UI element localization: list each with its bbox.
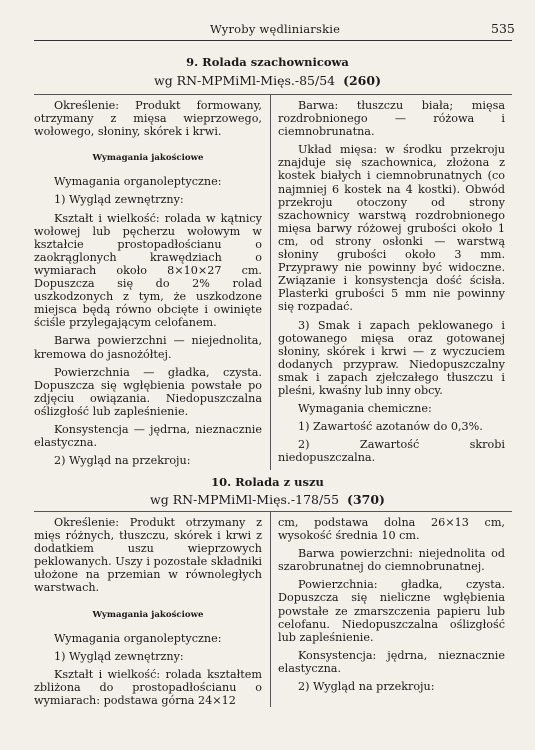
starch-item: 2) Zawartość skrobi niedopuszczalna. [278,438,505,465]
section-9-column-rule [270,94,271,470]
section-10-right-column [278,516,505,698]
running-header: Wyroby wędliniarskie [210,22,341,36]
dimensions-continuation: cm, podstawa dolna 26×13 cm, wysokość średnia 10 cm. [278,516,505,543]
section-9-divider [34,94,512,95]
section-9-left-column [34,99,262,472]
section-10-norm [0,492,535,507]
organoleptic-heading: Wymagania organoleptyczne: [54,175,222,189]
quality-requirements-heading: Wymagania jakościowe [92,153,204,164]
surface-color-paragraph: Barwa powierzchni — niejednolita, kremowa do jasnożółtej. [34,334,262,361]
surface-paragraph: Powierzchnia — gładka, czysta. Dopuszcza się wgłębienia powstałe po zdjęciu owiązania. Niedopuszczalna oślizgłość lub zapleśnienie. [34,365,262,418]
color-paragraph: Barwa: tłuszczu biała; mięsa rozdrobnionego — różowa i ciemnobrunatna. [278,99,505,139]
header-rule [34,40,512,41]
consistency-paragraph: Konsystencja — jędrna, nieznacznie elastyczna. [34,422,262,450]
quality-requirements-heading: Wymagania jakościowe [92,609,204,620]
shape-size-paragraph: Kształt i wielkość: rolada kształtem zbliżona do prostopadłościanu o wymiarach: podstawa górna 24×12 [34,667,262,708]
chemical-heading: Wymagania chemiczne: [298,402,432,416]
section-9-norm-text: wg RN-MPMiMl-Mięs.-85/54 [154,73,336,88]
definition-paragraph: Określenie: Produkt formowany, otrzymany z mięsa wieprzowego, wołowego, słoniny, skórek i krwi. [34,99,262,139]
page-number: 535 [491,21,515,36]
consistency-paragraph: Konsystencja: jędrna, nieznacznie elastyczna. [278,648,505,675]
section-10-divider [34,511,512,512]
organoleptic-heading: Wymagania organoleptyczne: [54,631,222,645]
section-10-left-column [34,516,262,712]
section-9-title: 9. Rolada szachownicowa [186,55,349,69]
section-10-title: 10. Rolada z uszu [211,475,324,489]
shape-size-paragraph: Kształt i wielkość: rolada w kątnicy wołowej lub pęcherzu wołowym w kształcie prostopadłościanu o zaokrąglonych krawędziach o wymiarach około 8×10×27 cm. Dopuszcza się do 2% rolad uszkodzonych z tym, że uszkodzone miejsca będą równo obcięte i owinięte ściśle przylegającym celofanem. [34,211,262,330]
section-10-column-rule [270,511,271,707]
meat-layout-paragraph: Układ mięsa: w środku przekroju znajduje się szachownica, złożona z kostek białych i ciemnobrunatnych (co najmniej 6 kostek na 4 kostki). Obwód przekroju otoczony od strony szachownicy warstwą rozdrobnionego mięsa barwy różowej grubości około 1 cm, od strony osłonki — warstwą słoniny grubości około 3 mm. Przyprawy nie powinny być widoczne. Związanie i konsystencja dość ścisła. Plasterki grubości 5 mm nie powinny się rozpadać. [278,143,505,314]
external-appearance-item: 1) Wygląd zewnętrzny: [54,193,184,207]
section-9-norm-code: (260) [343,73,381,88]
section-10-norm-text: wg RN-MPMiMl-Mięs.-178/55 [150,492,340,507]
cross-section-item: 2) Wygląd na przekroju: [54,454,191,468]
section-10-norm-code: (370) [347,492,385,507]
surface-color-paragraph: Barwa powierzchni: niejednolita od szarobrunatnej do ciemnobrunatnej. [278,547,505,574]
external-appearance-item: 1) Wygląd zewnętrzny: [54,649,184,663]
section-9-norm [0,73,535,88]
surface-paragraph: Powierzchnia: gładka, czysta. Dopuszcza się nieliczne wgłębienia powstałe ze zmarszczenia papieru lub celofanu. Niedopuszczalna oślizgłość lub zapleśnienie. [278,578,505,644]
nitrate-item: 1) Zawartość azotanów do 0,3%. [298,420,483,434]
definition-paragraph: Określenie: Produkt otrzymany z mięs różnych, tłuszczu, skórek i krwi z dodatkiem uszu wieprzowych peklowanych. Uszy i pozostałe składniki ułożone na przemian w równoległych warstwach. [34,516,262,595]
taste-smell-paragraph: 3) Smak i zapach peklowanego i gotowanego mięsa oraz gotowanej słoniny, skórek i krwi — z wyczuciem dodanych przypraw. Niedopuszczalny smak i zapach zjełczałego tłuszczu i pleśni, kwaśny lub inny obcy. [278,318,505,397]
cross-section-item: 2) Wygląd na przekroju: [298,680,435,694]
section-9-right-column [278,99,505,469]
